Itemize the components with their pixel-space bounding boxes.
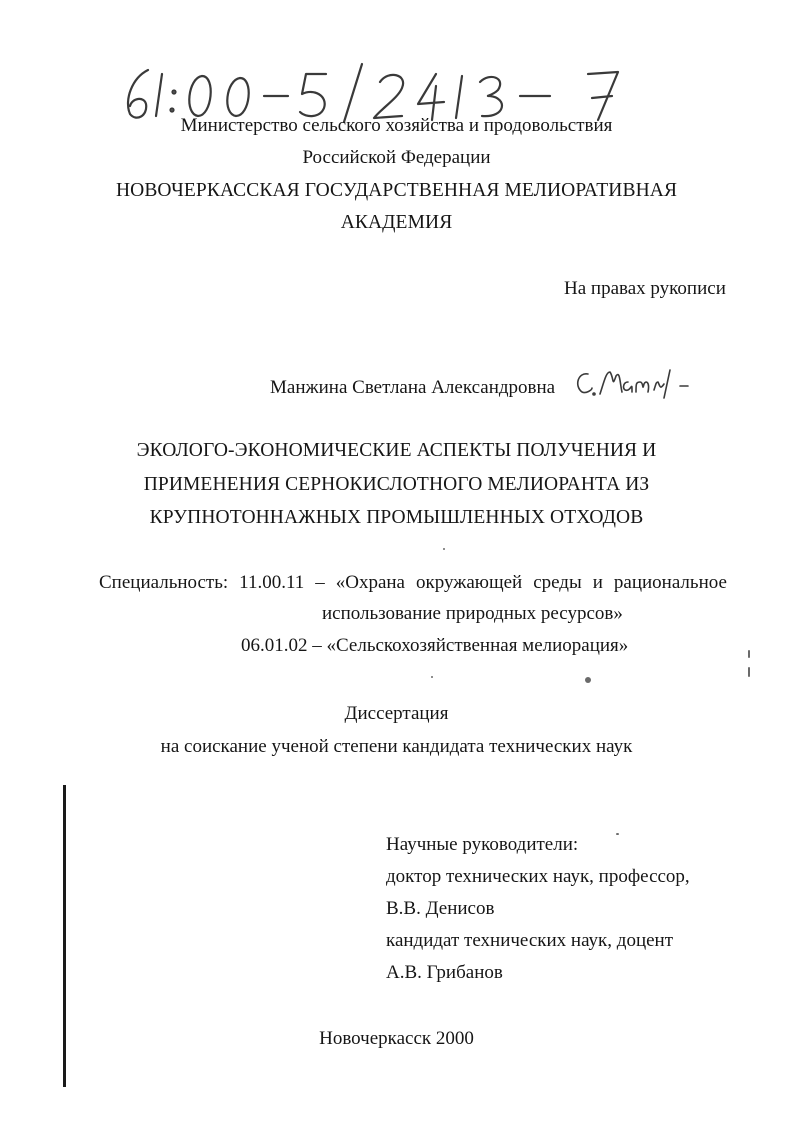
specialty-dash: – bbox=[315, 572, 325, 593]
specialty-code-1: 11.00.11 bbox=[239, 572, 305, 593]
academy-line-2: АКАДЕМИЯ bbox=[340, 212, 453, 233]
specialty-row-1 bbox=[99, 572, 727, 594]
author-signature bbox=[570, 364, 705, 404]
scan-speck bbox=[748, 650, 750, 658]
academy-line-1: НОВОЧЕРКАССКАЯ ГОСУДАРСТВЕННАЯ МЕЛИОРАТИВНАЯ bbox=[115, 180, 678, 201]
author-name: Манжина Светлана Александровна bbox=[270, 377, 556, 398]
rights-note: На правах рукописи bbox=[564, 278, 726, 299]
title-line-3: КРУПНОТОННАЖНЫХ ПРОМЫШЛЕННЫХ ОТХОДОВ bbox=[149, 507, 644, 528]
dissertation-title: Диссертация bbox=[344, 703, 449, 724]
scan-speck bbox=[443, 548, 445, 550]
specialty-word: «Охрана bbox=[335, 572, 405, 593]
specialty-name-1-continued: использование природных ресурсов» bbox=[322, 603, 623, 624]
title-line-1: ЭКОЛОГО-ЭКОНОМИЧЕСКИЕ АСПЕКТЫ ПОЛУЧЕНИЯ И bbox=[136, 440, 657, 461]
ministry-line-2: Российской Федерации bbox=[302, 147, 491, 168]
specialty-word: рациональное bbox=[613, 572, 727, 593]
supervisor-2-name: А.В. Грибанов bbox=[386, 962, 503, 983]
specialty-word: и bbox=[592, 572, 603, 593]
place-year: Новочеркасск 2000 bbox=[319, 1028, 474, 1049]
scan-speck bbox=[431, 676, 433, 678]
ministry-line-1: Министерство сельского хозяйства и продовольствия bbox=[180, 115, 613, 136]
supervisor-1-title: доктор технических наук, профессор, bbox=[386, 866, 690, 887]
specialty-label: Специальность: bbox=[99, 572, 229, 593]
specialty-word: среды bbox=[533, 572, 582, 593]
scan-speck bbox=[616, 833, 619, 835]
supervisors-heading: Научные руководители: bbox=[386, 834, 579, 855]
title-line-2: ПРИМЕНЕНИЯ СЕРНОКИСЛОТНОГО МЕЛИОРАНТА ИЗ bbox=[143, 474, 650, 495]
specialty-word: окружающей bbox=[415, 572, 523, 593]
specialty-line-2: 06.01.02 – «Сельскохозяйственная мелиорация» bbox=[241, 635, 629, 656]
scan-speck bbox=[748, 667, 750, 677]
supervisor-2-title: кандидат технических наук, доцент bbox=[386, 930, 674, 951]
dissertation-degree: на соискание ученой степени кандидата технических наук bbox=[160, 736, 633, 757]
supervisor-1-name: В.В. Денисов bbox=[386, 898, 495, 919]
scan-speck bbox=[585, 677, 591, 683]
